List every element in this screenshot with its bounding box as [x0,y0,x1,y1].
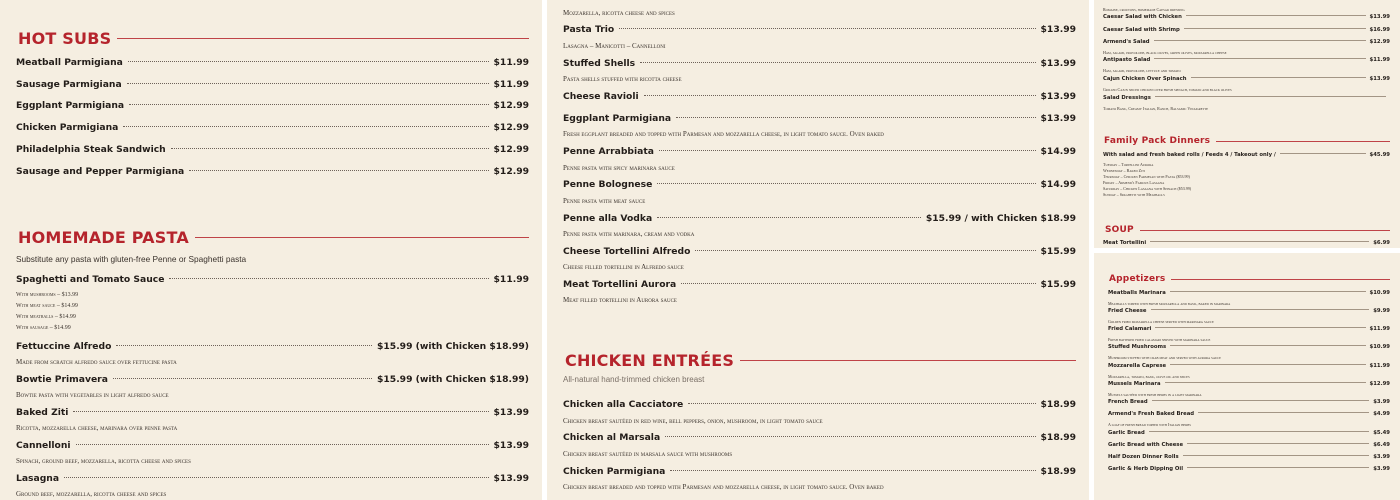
item-price: $14.99 [1040,146,1076,157]
item-description: Mozzarella, ricotta cheese and spices [563,9,675,17]
item-price: $3.99 [1373,399,1390,405]
item-description: Penne pasta with spicy marinara sauce [563,164,675,172]
leader-line [1191,77,1366,78]
leader-line [1187,443,1369,444]
menu-page-salads-family-soup [1094,0,1400,248]
section-note: All-natural hand-trimmed chicken breast [563,375,705,384]
leader-line [1155,96,1386,97]
divider [117,38,529,40]
item-description: Grilled Cajun spiced chicken over fresh spinach, tomato and black olives [1103,87,1232,92]
item-name: Philadelphia Steak Sandwich [16,144,166,155]
item-name: Half Dozen Dinner Rolls [1108,454,1179,460]
item-price: $12.99 [493,100,529,111]
divider [195,237,529,239]
leader-dots [657,183,1035,184]
menu-item [563,146,1076,157]
item-option: With meatballs – $14.99 [16,314,76,320]
item-name: Sausage and Pepper Parmigiana [16,166,185,177]
leader-dots [73,411,488,412]
menu-item [1108,399,1390,405]
leader-dots [127,83,489,84]
menu-item [1108,344,1390,350]
item-price: $11.99 [493,57,529,68]
item-description: Meat filled tortellini in Aurora sauce [563,296,677,304]
divider [740,360,1076,362]
menu-item [1108,381,1390,387]
item-price: $10.99 [1369,344,1390,350]
item-price: $11.99 [1369,57,1390,63]
item-name: Penne Arrabbiata [563,146,654,157]
menu-item [1103,27,1390,33]
menu-item [16,166,529,177]
item-description: Ricotta, mozzarella cheese, marinara over penne pasta [16,424,178,432]
item-description: Cheese filled tortellini in Alfredo sauce [563,263,684,271]
item-name: Antipasto Salad [1103,57,1151,63]
leader-dots [171,148,489,149]
leader-dots [659,150,1036,151]
family-day: Thursday – Chicken Parmesan with Pasta ($53.99) [1103,174,1190,179]
menu-item [16,57,529,68]
item-price: $13.99 [1040,91,1076,102]
menu-item [563,58,1076,69]
family-day: Saturday – Chicken Lasagna with Spinach ($53.99) [1103,186,1192,191]
menu-item [1108,430,1390,436]
item-name: Mussels Marinara [1108,381,1161,387]
item-price: $11.99 [493,79,529,90]
leader-dots [129,104,488,105]
menu-item [16,100,529,111]
section-header-homemade-pasta [18,228,529,247]
divider [1140,230,1390,231]
item-price: $13.99 [493,407,529,418]
item-name: Garlic Bread [1108,430,1145,436]
item-price: $15.99 / with Chicken $18.99 [925,213,1076,224]
item-description: Pasta shells stuffed with ricotta cheese [563,75,682,83]
item-description: Mussels sautéed with fresh herbs in a light marinara [1108,392,1202,397]
item-price: $18.99 [1040,432,1076,443]
item-description: Ham, salami, provolone, black olives, green olives, mozzarella cheese [1103,50,1227,55]
item-description: Meatballs topped with fresh mozzarella and basil, baked in marinara [1108,301,1231,306]
menu-item [16,122,529,133]
leader-dots [676,117,1035,118]
item-name: Eggplant Parmigiana [563,113,672,124]
divider [1171,279,1390,280]
item-price: $3.99 [1373,466,1390,472]
item-name: Fried Calamari [1108,326,1152,332]
leader-dots [681,283,1035,284]
item-name: Armend's Salad [1103,39,1150,45]
item-price: $16.99 [1369,27,1390,33]
leader-line [1170,291,1366,292]
item-description: Penne pasta with meat sauce [563,197,646,205]
item-name: Chicken al Marsala [563,432,661,443]
item-name: Lasagna [16,473,60,484]
leader-line [1187,467,1369,468]
item-name: Salad Dressings [1103,95,1151,101]
menu-item [1103,152,1390,158]
menu-item [16,274,529,285]
item-price: $11.99 [1369,326,1390,332]
family-day: Sunday – Spaghetti with Meatballs [1103,192,1165,197]
menu-item [1108,290,1390,296]
menu-item [16,79,529,90]
item-description: Lasagna – Manicotti – Cannelloni [563,42,666,50]
leader-line [1186,15,1366,16]
leader-dots [670,470,1035,471]
item-price: $11.99 [1369,363,1390,369]
item-name: Chicken alla Cacciatore [563,399,684,410]
leader-line [1155,327,1365,328]
leader-dots [169,278,488,279]
item-name: Mozzarella Caprese [1108,363,1167,369]
menu-item [1103,14,1390,20]
menu-page-appetizers [1094,253,1400,500]
leader-dots [123,126,488,127]
item-description: Fresh battered fried calamari served with marinara sauce [1108,337,1211,342]
leader-dots [128,61,489,62]
menu-item [16,473,529,484]
leader-line [1184,28,1366,29]
item-price: $12.99 [1369,39,1390,45]
item-name: Cannelloni [16,440,71,451]
leader-dots [695,250,1035,251]
item-price: $13.99 [1369,76,1390,82]
item-price: $13.99 [1040,113,1076,124]
item-price: $18.99 [1040,466,1076,477]
item-price: $15.99 (with Chicken $18.99) [377,374,529,385]
item-description: Tomato Basil, Creamy Italian, Ranch, Balsamic Vinaigrette [1103,106,1209,111]
menu-item [1103,76,1390,82]
leader-line [1165,382,1366,383]
item-price: $3.99 [1373,454,1390,460]
item-price: $12.99 [1369,381,1390,387]
menu-item [1108,411,1390,417]
menu-item [563,466,1076,477]
item-price: $12.99 [493,122,529,133]
item-description: Golden fried mozzarella cheese served with marinara sauce [1108,319,1214,324]
item-price: $15.99 [1040,246,1076,257]
leader-dots [113,378,372,379]
item-price: $6.49 [1373,442,1390,448]
item-name: Fettuccine Alfredo [16,341,112,352]
item-description: Made from scratch alfredo sauce over fettucine pasta [16,358,177,366]
item-description: Spinach, ground beef, mozzarella, ricotta cheese and spices [16,457,191,465]
item-name: Eggplant Parmigiana [16,100,125,111]
menu-item [16,440,529,451]
item-description: A loaf of fresh bread topped with Italian herbs [1108,422,1191,427]
leader-line [1170,364,1365,365]
section-note: Substitute any pasta with gluten-free Penne or Spaghetti pasta [16,254,247,264]
family-day: Friday – Armend's Famous Lasagna [1103,180,1165,185]
item-price: $12.99 [493,144,529,155]
menu-page-pasta-chicken [547,0,1089,500]
item-price: $13.99 [1369,14,1390,20]
leader-line [1183,455,1370,456]
leader-line [1280,153,1366,154]
menu-item [16,374,529,385]
item-price: $18.99 [1040,399,1076,410]
item-name: With salad and fresh baked rolls / Feeds 4 / Takeout only / [1103,152,1276,158]
item-name: Armend's Fresh Baked Bread [1108,411,1195,417]
menu-item [563,246,1076,257]
item-price: $13.99 [493,440,529,451]
item-name: Meatball Parmigiana [16,57,123,68]
leader-line [1151,309,1370,310]
divider [1216,141,1390,142]
menu-item [1108,466,1390,472]
item-name: Caesar Salad with Chicken [1103,14,1182,20]
leader-line [1149,431,1369,432]
item-price: $6.99 [1373,240,1390,246]
item-name: Penne alla Vodka [563,213,653,224]
family-day: Tuesday – Tortellini Aurora [1103,162,1154,167]
menu-item [1108,363,1390,369]
item-name: Chicken Parmigiana [16,122,119,133]
item-price: $11.99 [493,274,529,285]
leader-dots [189,170,488,171]
item-price: $10.99 [1369,290,1390,296]
menu-item [1108,454,1390,460]
menu-item [563,91,1076,102]
section-title: HOMEMADE PASTA [18,228,189,247]
item-description: Ground beef, mozzarella, ricotta cheese and spices [16,490,167,498]
leader-dots [644,95,1036,96]
item-name: Meat Tortellini [1103,240,1147,246]
section-header-family-pack [1104,136,1390,146]
item-name: Spaghetti and Tomato Sauce [16,274,165,285]
section-header-soup [1105,225,1390,235]
menu-item [1103,39,1390,45]
item-price: $4.99 [1373,411,1390,417]
item-price: $45.99 [1369,152,1390,158]
leader-line [1154,40,1366,41]
item-name: Garlic & Herb Dipping Oil [1108,466,1184,472]
item-description: Bowtie pasta with vegetables in light alfredo sauce [16,391,169,399]
item-description: Fresh eggplant breaded and topped with Parmesan and mozzarella cheese, in light tomato sauce. Oven baked [563,130,884,138]
menu-item [1103,57,1390,63]
item-name: Fried Cheese [1108,308,1147,314]
menu-item [563,179,1076,190]
item-name: Cheese Ravioli [563,91,639,102]
item-name: Pasta Trio [563,24,615,35]
item-price: $14.99 [1040,179,1076,190]
menu-item [563,279,1076,290]
leader-dots [665,436,1035,437]
section-title: HOT SUBS [18,29,112,48]
menu-item [563,432,1076,443]
section-title: CHICKEN ENTRÉES [565,351,735,370]
leader-dots [688,403,1035,404]
item-price: $15.99 (with Chicken $18.99) [377,341,529,352]
menu-item [1103,240,1390,246]
item-price: $15.99 [1040,279,1076,290]
menu-item [563,399,1076,410]
section-title: Appetizers [1109,274,1166,284]
item-option: With mushrooms – $13.99 [16,292,79,298]
leader-line [1154,58,1365,59]
item-description: Ham, salami, provolone, lettuce and tomato [1103,68,1181,73]
leader-line [1150,241,1369,242]
leader-dots [657,217,921,218]
menu-page-hot-subs-pasta [0,0,542,500]
item-name: Caesar Salad with Shrimp [1103,27,1180,33]
menu-item [1103,95,1390,101]
item-description: Chicken breast sautéed in red wine, bell peppers, onion, mushroom, in light tomato sauce [563,417,823,425]
item-option: With sausage – $14.99 [16,325,71,331]
item-name: Meat Tortellini Aurora [563,279,677,290]
item-name: Penne Bolognese [563,179,653,190]
section-title: Family Pack Dinners [1104,136,1211,146]
item-description: Chicken breast sautéed in marsala sauce with mushrooms [563,450,733,458]
item-description: Mushroom stuffed with crab meat and served with aurora sauce [1108,355,1221,360]
menu-item [1108,442,1390,448]
menu-item [563,24,1076,35]
item-description: Mozzarella, tomato, basil, olive oil and spices [1108,374,1190,379]
menu-item [1108,308,1390,314]
item-name: Bowtie Primavera [16,374,108,385]
leader-dots [116,345,372,346]
item-price: $9.99 [1373,308,1390,314]
menu-item [563,113,1076,124]
item-price: $13.99 [493,473,529,484]
menu-item [563,213,1076,224]
menu-item [16,407,529,418]
leader-line [1152,400,1370,401]
item-name: French Bread [1108,399,1148,405]
leader-dots [76,444,489,445]
menu-item [1108,326,1390,332]
menu-item [16,144,529,155]
item-name: Baked Ziti [16,407,69,418]
section-header-chicken-entrees [565,351,1076,370]
leader-line [1198,412,1369,413]
leader-dots [640,62,1035,63]
leader-dots [619,28,1035,29]
item-name: Sausage Parmigiana [16,79,122,90]
item-description: Romaine, croutons, homemade Caesar dressing [1103,7,1185,12]
item-option: With meat sauce – $14.99 [16,303,78,309]
section-header-appetizers [1109,274,1390,284]
menu-item [16,341,529,352]
leader-dots [64,477,488,478]
section-title: SOUP [1105,225,1134,235]
item-description: Chicken breast breaded and topped with Parmesan and mozzarella cheese, in light tomato sauce. Oven baked [563,483,884,491]
item-name: Cheese Tortellini Alfredo [563,246,691,257]
item-name: Meatballs Marinara [1108,290,1166,296]
item-name: Garlic Bread with Cheese [1108,442,1184,448]
family-day: Wednesday – Baked Ziti [1103,168,1145,173]
item-name: Stuffed Shells [563,58,636,69]
item-name: Chicken Parmigiana [563,466,666,477]
item-name: Cajun Chicken Over Spinach [1103,76,1187,82]
item-price: $5.49 [1373,430,1390,436]
leader-line [1170,345,1365,346]
item-description: Penne pasta with marinara, cream and vodka [563,230,695,238]
item-name: Stuffed Mushrooms [1108,344,1167,350]
section-header-hot-subs [18,29,529,48]
item-price: $13.99 [1040,58,1076,69]
item-price: $12.99 [493,166,529,177]
item-price: $13.99 [1040,24,1076,35]
